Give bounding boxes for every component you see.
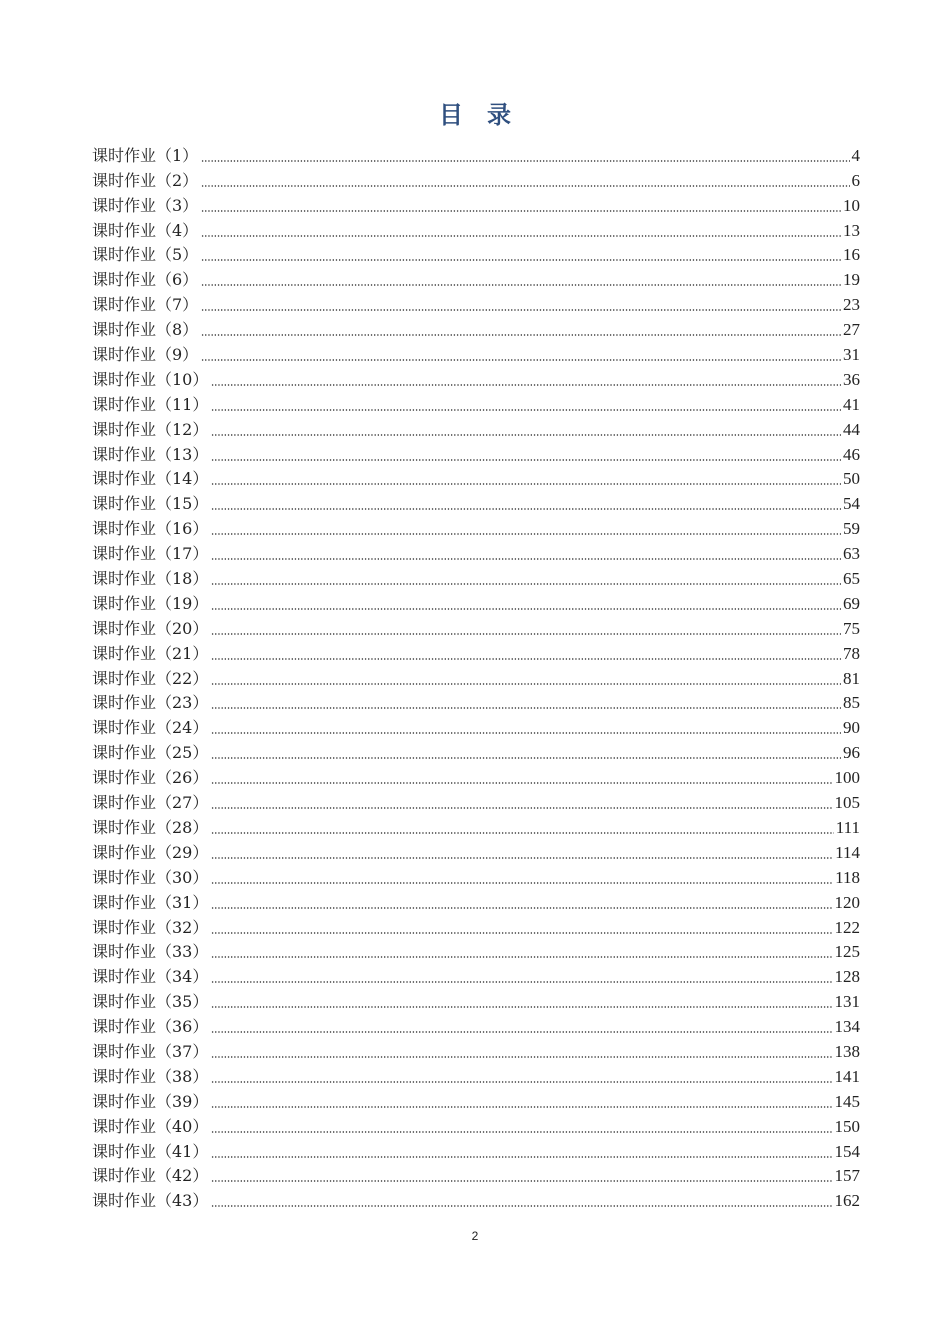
toc-entry-page-number: 81 — [843, 668, 860, 688]
toc-entry-label: 课时作业（21） — [92, 643, 209, 663]
toc-dot-leader — [211, 981, 832, 983]
toc-entry[interactable] — [92, 1162, 860, 1187]
toc-dot-leader — [211, 1056, 832, 1058]
toc-entry-page-number: 100 — [834, 768, 860, 788]
toc-entry[interactable] — [92, 713, 860, 738]
toc-entry-label: 课时作业（40） — [92, 1116, 209, 1136]
toc-entry[interactable] — [92, 1186, 860, 1211]
toc-entry-page-number: 122 — [834, 917, 860, 937]
toc-dot-leader — [211, 956, 832, 958]
toc-entry-page-number: 154 — [834, 1141, 860, 1161]
toc-entry-page-number: 19 — [843, 270, 860, 290]
toc-dot-leader — [211, 409, 841, 411]
toc-entry[interactable] — [92, 614, 860, 639]
toc-dot-leader — [211, 907, 832, 909]
toc-entry[interactable] — [92, 365, 860, 390]
toc-entry-label: 课时作业（43） — [92, 1191, 209, 1211]
toc-entry-label: 课时作业（5） — [92, 245, 199, 265]
toc-entry[interactable] — [92, 1062, 860, 1087]
toc-entry-page-number: 31 — [843, 345, 860, 365]
toc-dot-leader — [211, 707, 841, 709]
toc-dot-leader — [201, 334, 841, 336]
toc-dot-leader — [211, 459, 841, 461]
toc-dot-leader — [201, 160, 849, 162]
toc-entry[interactable] — [92, 1112, 860, 1137]
toc-entry-page-number: 69 — [843, 593, 860, 613]
toc-entry-page-number: 6 — [851, 170, 860, 190]
toc-entry-page-number: 120 — [834, 892, 860, 912]
toc-dot-leader — [211, 533, 841, 535]
toc-dot-leader — [211, 683, 841, 685]
toc-dot-leader — [201, 309, 841, 311]
toc-entry[interactable] — [92, 664, 860, 689]
toc-dot-leader — [211, 558, 841, 560]
toc-entry[interactable] — [92, 738, 860, 763]
toc-entry[interactable] — [92, 987, 860, 1012]
toc-entry-page-number: 90 — [843, 718, 860, 738]
toc-entry-page-number: 131 — [834, 992, 860, 1012]
toc-dot-leader — [201, 284, 841, 286]
toc-dot-leader — [211, 1031, 832, 1033]
toc-entry-label: 课时作业（22） — [92, 668, 209, 688]
toc-entry-page-number: 85 — [843, 693, 860, 713]
toc-dot-leader — [211, 1180, 832, 1182]
toc-entry-page-number: 27 — [843, 320, 860, 340]
toc-dot-leader — [211, 807, 832, 809]
toc-entry-page-number: 96 — [843, 743, 860, 763]
toc-entry-page-number: 150 — [834, 1116, 860, 1136]
toc-dot-leader — [211, 384, 841, 386]
toc-entry[interactable] — [92, 390, 860, 415]
toc-entry-page-number: 41 — [843, 394, 860, 414]
toc-entry[interactable] — [92, 639, 860, 664]
toc-dot-leader — [201, 359, 841, 361]
toc-dot-leader — [211, 1156, 832, 1158]
toc-entry-page-number: 134 — [834, 1017, 860, 1037]
toc-entry-label: 课时作业（3） — [92, 195, 199, 215]
toc-entry-page-number: 141 — [834, 1066, 860, 1086]
toc-entry-label: 课时作业（1） — [92, 145, 199, 165]
toc-entry-page-number: 13 — [843, 220, 860, 240]
toc-entry-label: 课时作业（20） — [92, 618, 209, 638]
toc-entry-label: 课时作业（24） — [92, 718, 209, 738]
toc-entry[interactable] — [92, 166, 860, 191]
toc-entry-page-number: 125 — [834, 942, 860, 962]
toc-entry-page-number: 138 — [834, 1041, 860, 1061]
page-number: 2 — [471, 1229, 479, 1243]
toc-entry-page-number: 157 — [834, 1166, 860, 1186]
toc-entry[interactable] — [92, 564, 860, 589]
toc-entry[interactable] — [92, 962, 860, 987]
toc-entry-label: 课时作业（32） — [92, 917, 209, 937]
toc-entry-label: 课时作业（8） — [92, 320, 199, 340]
toc-entry[interactable] — [92, 763, 860, 788]
toc-entry-label: 课时作业（27） — [92, 793, 209, 813]
toc-dot-leader — [211, 434, 841, 436]
toc-entry-label: 课时作业（31） — [92, 892, 209, 912]
toc-entry[interactable] — [92, 191, 860, 216]
toc-entry-page-number: 114 — [835, 842, 860, 862]
toc-entry[interactable] — [92, 938, 860, 963]
toc-entry-page-number: 23 — [843, 295, 860, 315]
toc-entry-label: 课时作业（39） — [92, 1091, 209, 1111]
toc-entry-page-number: 16 — [843, 245, 860, 265]
toc-entry-label: 课时作业（15） — [92, 494, 209, 514]
toc-entry-page-number: 4 — [851, 145, 860, 165]
toc-entry-label: 课时作业（13） — [92, 444, 209, 464]
toc-entry-page-number: 162 — [834, 1191, 860, 1211]
toc-entry-label: 课时作业（33） — [92, 942, 209, 962]
toc-entry[interactable] — [92, 1087, 860, 1112]
toc-entry-page-number: 65 — [843, 569, 860, 589]
toc-dot-leader — [211, 658, 841, 660]
toc-entry[interactable] — [92, 589, 860, 614]
toc-dot-leader — [201, 185, 849, 187]
toc-entry[interactable] — [92, 290, 860, 315]
toc-entry-label: 课时作业（19） — [92, 593, 209, 613]
toc-entry-page-number: 145 — [834, 1091, 860, 1111]
toc-entry-label: 课时作业（2） — [92, 170, 199, 190]
toc-entry[interactable] — [92, 1012, 860, 1037]
toc-dot-leader — [201, 259, 841, 261]
toc-entry-label: 课时作业（4） — [92, 220, 199, 240]
toc-entry-label: 课时作业（18） — [92, 569, 209, 589]
table-of-contents — [92, 141, 860, 1211]
toc-dot-leader — [211, 782, 832, 784]
toc-dot-leader — [211, 857, 833, 859]
toc-dot-leader — [211, 483, 841, 485]
toc-entry[interactable] — [92, 514, 860, 539]
toc-entry-label: 课时作业（7） — [92, 295, 199, 315]
toc-entry-page-number: 111 — [835, 817, 860, 837]
toc-dot-leader — [211, 608, 841, 610]
toc-entry-page-number: 50 — [843, 469, 860, 489]
toc-dot-leader — [211, 882, 833, 884]
toc-entry-label: 课时作业（36） — [92, 1017, 209, 1037]
toc-dot-leader — [201, 235, 841, 237]
toc-entry[interactable] — [92, 415, 860, 440]
toc-dot-leader — [211, 1205, 832, 1207]
toc-entry-label: 课时作业（26） — [92, 768, 209, 788]
toc-entry[interactable] — [92, 465, 860, 490]
toc-entry-label: 课时作业（16） — [92, 519, 209, 539]
toc-dot-leader — [211, 1131, 832, 1133]
toc-entry[interactable] — [92, 539, 860, 564]
toc-entry-label: 课时作业（41） — [92, 1141, 209, 1161]
toc-entry-page-number: 78 — [843, 643, 860, 663]
toc-entry[interactable] — [92, 241, 860, 266]
toc-entry-page-number: 59 — [843, 519, 860, 539]
toc-entry-page-number: 46 — [843, 444, 860, 464]
toc-entry-label: 课时作业（25） — [92, 743, 209, 763]
toc-entry-page-number: 10 — [843, 195, 860, 215]
toc-entry[interactable] — [92, 141, 860, 166]
toc-entry-label: 课时作业（35） — [92, 992, 209, 1012]
toc-entry-label: 课时作业（17） — [92, 544, 209, 564]
toc-entry[interactable] — [92, 315, 860, 340]
toc-entry[interactable] — [92, 888, 860, 913]
toc-entry-page-number: 128 — [834, 967, 860, 987]
toc-entry[interactable] — [92, 838, 860, 863]
toc-entry[interactable] — [92, 913, 860, 938]
toc-entry[interactable] — [92, 689, 860, 714]
toc-dot-leader — [211, 1006, 832, 1008]
toc-entry[interactable] — [92, 813, 860, 838]
toc-entry-label: 课时作业（14） — [92, 469, 209, 489]
toc-entry-label: 课时作业（12） — [92, 419, 209, 439]
toc-entry-page-number: 118 — [835, 867, 860, 887]
toc-entry-label: 课时作业（9） — [92, 345, 199, 365]
toc-entry[interactable] — [92, 1037, 860, 1062]
toc-entry-page-number: 36 — [843, 369, 860, 389]
toc-dot-leader — [211, 932, 832, 934]
toc-dot-leader — [211, 508, 841, 510]
toc-entry-label: 课时作业（6） — [92, 270, 199, 290]
toc-dot-leader — [211, 1081, 832, 1083]
toc-entry[interactable] — [92, 216, 860, 241]
toc-entry-label: 课时作业（29） — [92, 842, 209, 862]
toc-entry[interactable] — [92, 440, 860, 465]
toc-entry-label: 课时作业（42） — [92, 1166, 209, 1186]
toc-entry-page-number: 75 — [843, 618, 860, 638]
toc-entry-label: 课时作业（30） — [92, 867, 209, 887]
toc-entry-label: 课时作业（10） — [92, 369, 209, 389]
toc-entry[interactable] — [92, 1137, 860, 1162]
toc-entry-label: 课时作业（28） — [92, 817, 209, 837]
toc-entry[interactable] — [92, 863, 860, 888]
toc-entry-label: 课时作业（38） — [92, 1066, 209, 1086]
toc-entry[interactable] — [92, 265, 860, 290]
toc-entry-page-number: 63 — [843, 544, 860, 564]
toc-entry-label: 课时作业（34） — [92, 967, 209, 987]
toc-dot-leader — [211, 757, 841, 759]
toc-dot-leader — [211, 1106, 832, 1108]
toc-entry-label: 课时作业（37） — [92, 1041, 209, 1061]
page-title — [0, 98, 950, 132]
toc-dot-leader — [211, 583, 841, 585]
toc-dot-leader — [211, 832, 833, 834]
toc-entry-page-number: 54 — [843, 494, 860, 514]
toc-entry-page-number: 105 — [834, 793, 860, 813]
toc-entry-label: 课时作业（23） — [92, 693, 209, 713]
title-char-2: 录 — [487, 101, 511, 129]
title-char-1: 目 — [439, 101, 463, 129]
toc-entry-page-number: 44 — [843, 419, 860, 439]
toc-entry[interactable] — [92, 489, 860, 514]
toc-dot-leader — [201, 210, 841, 212]
toc-dot-leader — [211, 732, 841, 734]
toc-entry-label: 课时作业（11） — [92, 394, 209, 414]
toc-entry[interactable] — [92, 788, 860, 813]
toc-dot-leader — [211, 633, 841, 635]
toc-entry[interactable] — [92, 340, 860, 365]
